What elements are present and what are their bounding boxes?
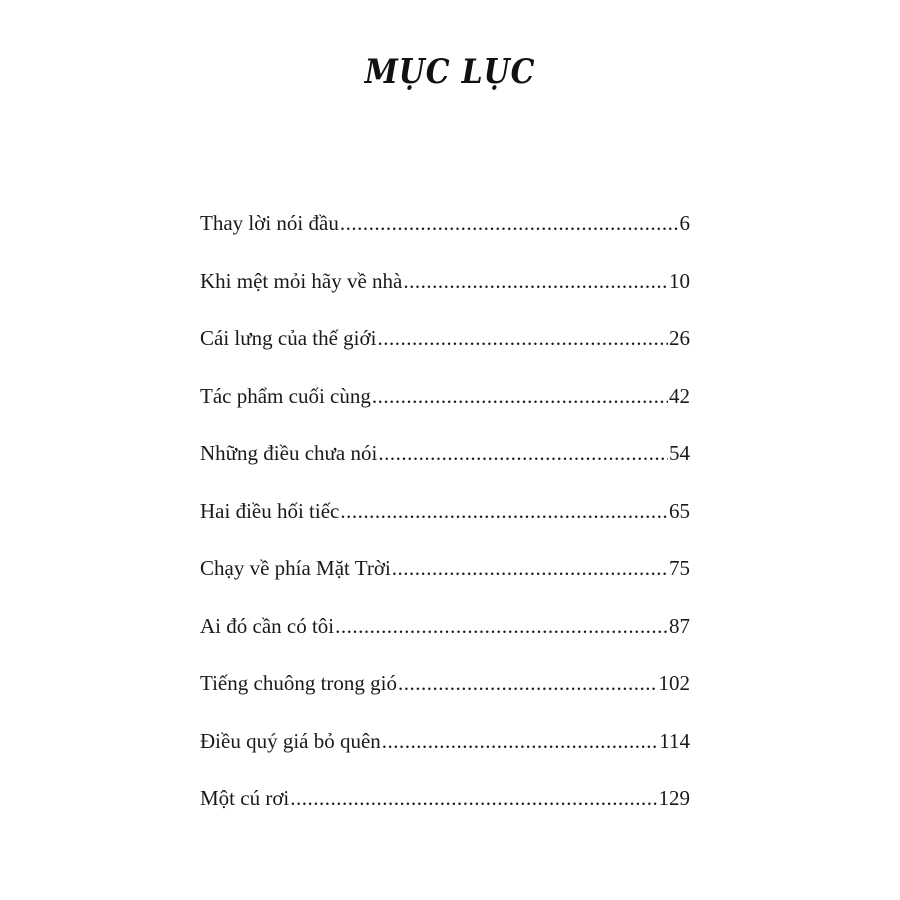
dot-leader: [372, 379, 668, 413]
toc-entry: [200, 264, 690, 322]
toc-entry-title: Hai điều hối tiếc: [200, 498, 340, 523]
toc-entry: [200, 609, 690, 667]
dot-leader: [290, 781, 657, 815]
dot-leader: [335, 609, 668, 643]
toc-entry: [200, 666, 690, 724]
dot-leader: [392, 551, 668, 585]
dot-leader: [378, 436, 668, 470]
toc-entry-title: Khi mệt mỏi hãy về nhà: [200, 268, 403, 293]
toc-entry-page: 75: [669, 556, 690, 580]
toc-entry: [200, 436, 690, 494]
toc-entry-page: 54: [669, 441, 690, 465]
toc-entry-page: 129: [658, 786, 690, 810]
dot-leader: [340, 494, 668, 528]
toc-entry-page: 87: [669, 613, 690, 638]
page-title: MỤC LỤC: [364, 52, 536, 92]
toc-entry-title: Thay lời nói đầu: [200, 211, 339, 235]
toc-entry-title: Những điều chưa nói: [200, 441, 378, 465]
toc-entry-page: 102: [658, 671, 690, 695]
toc-entry-title: Chạy về phía Mặt Trời: [200, 556, 391, 580]
toc-entry: [200, 494, 690, 552]
toc-entry-title: Tiếng chuông trong gió: [200, 671, 397, 695]
toc-entry-title: Tác phẩm cuối cùng: [200, 383, 371, 408]
dot-leader: [377, 321, 668, 355]
toc-entry: [200, 724, 690, 782]
dot-leader: [403, 264, 668, 298]
dot-leader: [382, 724, 658, 758]
toc-entry: [200, 781, 690, 839]
toc-entry: [200, 379, 690, 437]
toc-entry-title: Cái lưng của thế giới: [200, 326, 377, 350]
toc-entry-title: Điều quý giá bỏ quên: [200, 728, 381, 753]
toc-list: [200, 206, 690, 839]
dot-leader: [398, 666, 658, 700]
toc-entry-page: 65: [669, 498, 690, 523]
toc-entry-title: Một cú rơi: [200, 786, 290, 810]
dot-leader: [340, 206, 679, 240]
toc-entry: [200, 321, 690, 379]
toc-entry: [200, 551, 690, 609]
toc-entry-page: 6: [679, 211, 690, 235]
toc-entry-title: Ai đó cần có tôi: [200, 613, 335, 638]
toc-entry-page: 26: [669, 326, 690, 350]
toc-entry: [200, 206, 690, 264]
toc-entry-page: 42: [669, 383, 690, 408]
toc-entry-page: 114: [659, 728, 690, 753]
toc-entry-page: 10: [669, 268, 690, 293]
